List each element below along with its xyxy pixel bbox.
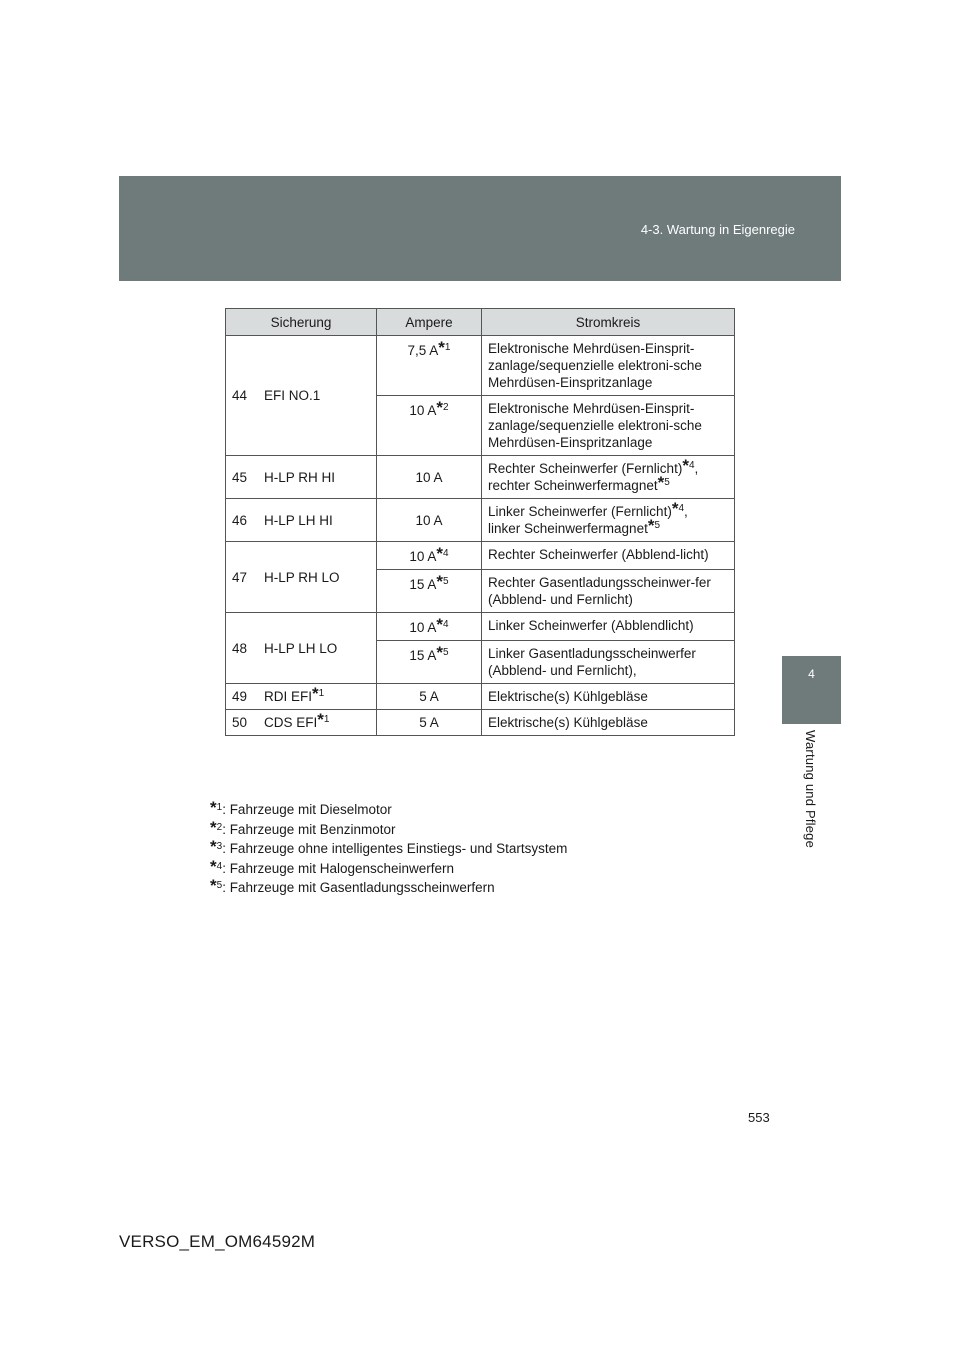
fuse-number: 48 xyxy=(226,613,263,684)
chapter-title: 4-3. Wartung in Eigenregie xyxy=(640,222,795,237)
fuse-number: 50 xyxy=(226,710,263,736)
fuse-circuit: Elektrische(s) Kühlgebläse xyxy=(482,710,735,736)
table-row xyxy=(226,710,735,736)
table-row xyxy=(226,684,735,710)
fuse-ampere: 10 $A^{*4}$ xyxy=(377,613,482,641)
header-stromkreis: Stromkreis xyxy=(482,309,735,336)
page-number: 553 xyxy=(748,1110,770,1125)
fuse-circuit: Rechter Gasentladungsscheinwer-fer (Abblend- und Fernlicht) xyxy=(482,570,735,613)
fuse-circuit: Elektronische Mehrdüsen-Einsprit-zanlage/sequenzielle elektroni-sche Mehrdüsen-Einspritzanlage xyxy=(482,396,735,456)
fuse-number: 49 xyxy=(226,684,263,710)
chapter-side-label: Wartung und Pflege xyxy=(803,730,818,849)
footnote: $^{*2}$: Fahrzeuge mit Benzinmotor xyxy=(210,817,396,837)
footnote: $^{*5}$: Fahrzeuge mit Gasentladungsscheinwerfern xyxy=(210,876,495,895)
fuse-number: 47 xyxy=(226,542,263,613)
fuse-ampere: 10 A xyxy=(377,456,482,499)
table-header-row xyxy=(226,309,735,336)
chapter-header-band xyxy=(119,176,841,281)
fuse-circuit: Elektrische(s) Kühlgebläse xyxy=(482,684,735,710)
footnote: $^{*3}$: Fahrzeuge ohne intelligentes Einstiegs- und Startsystem xyxy=(210,837,568,856)
footnotes xyxy=(210,800,567,898)
fuse-ampere: 5 A xyxy=(377,710,482,736)
table-row xyxy=(226,456,735,499)
fuse-table xyxy=(225,308,735,736)
fuse-circuit: Rechter Scheinwerfer (Abblend-licht) xyxy=(482,542,735,570)
fuse-name: RDI EFI$^{*1}$ xyxy=(262,684,377,710)
table-row xyxy=(226,613,735,641)
fuse-name: H-LP RH LO xyxy=(262,542,377,613)
table-row xyxy=(226,542,735,570)
chapter-number: 4 xyxy=(808,667,815,681)
fuse-number: 44 xyxy=(226,336,263,456)
fuse-ampere: 5 A xyxy=(377,684,482,710)
fuse-circuit: Linker Scheinwerfer (Fernlicht)$^{*4}$, linker Scheinwerfermagnet$^{*5}$ xyxy=(482,499,735,542)
footnote: $^{*4}$: Fahrzeuge mit Halogenscheinwerfern xyxy=(210,856,455,876)
document-code: VERSO_EM_OM64592M xyxy=(119,1232,316,1251)
table-row xyxy=(226,499,735,542)
fuse-name: H-LP RH HI xyxy=(262,456,377,499)
fuse-circuit: Linker Gasentladungsscheinwerfer (Abblend- und Fernlicht), xyxy=(482,641,735,684)
fuse-name: H-LP LH HI xyxy=(262,499,377,542)
fuse-number: 45 xyxy=(226,456,263,499)
fuse-ampere: 10 $A^{*4}$ xyxy=(377,542,482,570)
fuse-name: EFI NO.1 xyxy=(262,336,377,456)
fuse-number: 46 xyxy=(226,499,263,542)
header-sicherung: Sicherung xyxy=(226,309,377,336)
fuse-ampere: 10 $A^{*2}$ xyxy=(377,396,482,456)
header-ampere: Ampere xyxy=(377,309,482,336)
fuse-ampere: 10 A xyxy=(377,499,482,542)
fuse-ampere: 15 $A^{*5}$ xyxy=(377,641,482,684)
chapter-side-tab xyxy=(782,656,841,724)
footnote: $^{*1}$: Fahrzeuge mit Dieselmotor xyxy=(210,798,392,817)
fuse-circuit: Linker Scheinwerfer (Abblendlicht) xyxy=(482,613,735,641)
fuse-name: CDS EFI$^{*1}$ xyxy=(262,710,377,736)
fuse-ampere: 7,5 $A^{*1}$ xyxy=(377,336,482,396)
fuse-ampere: 15 $A^{*5}$ xyxy=(377,570,482,613)
fuse-circuit: Elektronische Mehrdüsen-Einsprit-zanlage/sequenzielle elektroni-sche Mehrdüsen-Einspritzanlage xyxy=(482,336,735,396)
table-row xyxy=(226,336,735,396)
fuse-name: H-LP LH LO xyxy=(262,613,377,684)
fuse-circuit: Rechter Scheinwerfer (Fernlicht)$^{*4}$, rechter Scheinwerfermagnet$^{*5}$ xyxy=(482,456,735,499)
